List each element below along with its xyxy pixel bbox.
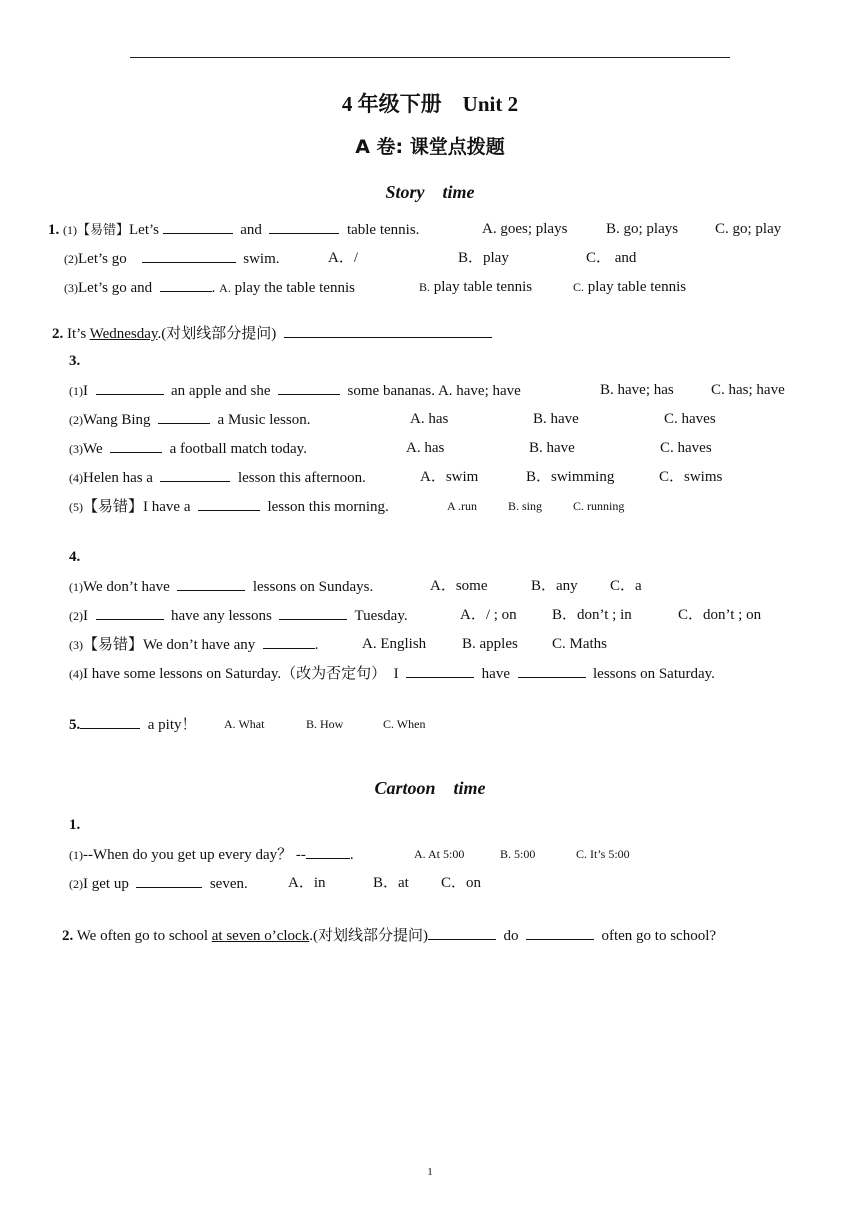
answer-blank[interactable] (263, 634, 315, 649)
option-a: A. goes; plays (482, 221, 568, 237)
question-number: 3. (69, 353, 81, 369)
option-c: C．swims (659, 469, 723, 485)
answer-blank[interactable] (80, 714, 140, 729)
question-number: 4. (69, 549, 81, 565)
question-4-item-1: (1)We don’t have lessons on Sundays. (69, 576, 373, 597)
answer-blank[interactable] (177, 576, 245, 591)
question-1-line-1: 1. (1)【易错】Let’s and table tennis. (48, 219, 419, 240)
answer-blank[interactable] (279, 605, 347, 620)
option-b: B. play table tennis (419, 279, 533, 295)
option-b: B. How (306, 717, 344, 731)
question-4-item-2: (2)I have any lessons Tuesday. (69, 605, 408, 626)
question-3-item-2: (2)Wang Bing a Music lesson. (69, 409, 310, 430)
section-heading-cartoon-time: Cartoon time (374, 778, 486, 798)
answer-blank[interactable] (158, 409, 210, 424)
option-b: B. apples (462, 636, 518, 652)
question-4-item-4: (4)I have some lessons on Saturday.（改为否定句） I have lessons on Saturday. (69, 663, 715, 684)
option-c: C. It’s 5:00 (576, 847, 630, 861)
answer-blank[interactable] (306, 844, 350, 859)
option-c: C. When (383, 717, 426, 731)
option-a: A. At 5:00 (414, 847, 465, 861)
answer-blank[interactable] (96, 605, 164, 620)
option-a: A．/ ; on (460, 607, 517, 623)
option-a: A．/ (328, 250, 359, 266)
section-heading-story-time: Story time (385, 182, 475, 202)
option-c: C. haves (664, 411, 716, 427)
tricky-tag: 【易错】 (83, 637, 144, 653)
option-c: C．a (610, 578, 642, 594)
page-title: 4 年级下册 Unit 2 (341, 92, 519, 116)
item-number: (2) (64, 252, 78, 266)
answer-blank[interactable] (278, 380, 340, 395)
option-c: C. has; have (711, 382, 785, 398)
answer-blank[interactable] (160, 277, 212, 292)
option-b: B．at (373, 875, 409, 891)
question-3-item-3: (3)We a football match today. (69, 438, 307, 459)
answer-blank[interactable] (142, 248, 236, 263)
answer-blank[interactable] (428, 925, 496, 940)
option-b: B. have (529, 440, 575, 456)
answer-blank[interactable] (269, 219, 339, 234)
question-1-line-3: (3)Let’s go and . A. play the table tennis (64, 277, 355, 298)
cartoon-question-2: 2. We often go to school at seven o’clock.(对划线部分提问) do often go to school? (62, 925, 716, 946)
answer-blank[interactable] (136, 873, 202, 888)
answer-blank[interactable] (110, 438, 162, 453)
top-rule (130, 57, 730, 58)
question-3-item-5: (5)【易错】I have a lesson this morning. (69, 496, 389, 517)
answer-blank[interactable] (198, 496, 260, 511)
option-a: A．in (288, 875, 326, 891)
option-c: C. Maths (552, 636, 608, 652)
question-number: 1. (48, 222, 60, 238)
option-b: B. go; plays (606, 221, 679, 237)
underlined-part: Wednesday (89, 326, 158, 342)
question-number: 2. (62, 928, 74, 944)
answer-blank[interactable] (284, 323, 492, 338)
option-b: B. sing (508, 499, 543, 513)
option-b: B. have (533, 411, 579, 427)
option-a: A．swim (420, 469, 479, 485)
question-number: 2. (52, 326, 64, 342)
option-a: A. What (224, 717, 265, 731)
page-number: 1 (427, 1166, 433, 1178)
option-c: C．on (441, 875, 482, 891)
cartoon-question-1-item-2: (2)I get up seven. (69, 873, 248, 894)
option-a: A. has (410, 411, 449, 427)
option-c: C. go; play (715, 221, 782, 237)
page-subtitle: A 卷: 课堂点拨题 (355, 136, 505, 158)
answer-blank[interactable] (160, 467, 230, 482)
question-2: 2. It’s Wednesday.(对划线部分提问) (52, 323, 492, 344)
tricky-tag: 【易错】 (77, 222, 130, 237)
underlined-part: at seven o’clock (211, 928, 310, 944)
option-c: C. running (573, 499, 625, 513)
question-3-item-1: (1)I an apple and she some bananas. A. have; have (69, 380, 521, 401)
answer-blank[interactable] (163, 219, 233, 234)
tricky-tag: 【易错】 (83, 499, 144, 515)
question-1-line-2: (2)Let’s go swim. (64, 248, 280, 269)
option-a: A．some (430, 578, 488, 594)
answer-blank[interactable] (526, 925, 594, 940)
answer-blank[interactable] (406, 663, 474, 678)
option-b: B. have; has (600, 382, 674, 398)
option-a: A. English (362, 636, 427, 652)
option-b: B．don’t ; in (552, 607, 632, 623)
item-number: (3) (64, 281, 78, 295)
option-c: C． and (586, 250, 637, 266)
option-c: C. play table tennis (573, 279, 687, 295)
question-4-item-3: (3)【易错】We don’t have any . (69, 634, 319, 655)
option-b: B．swimming (526, 469, 615, 485)
cartoon-question-1-item-1: (1)--When do you get up every day？ -- . (69, 844, 354, 865)
answer-blank[interactable] (518, 663, 586, 678)
item-number: (1) (63, 223, 77, 237)
option-a: A. has (406, 440, 445, 456)
question-number: 5. (69, 717, 81, 733)
option-c: C．don’t ; on (678, 607, 762, 623)
option-c: C. haves (660, 440, 712, 456)
question-5: 5. a pity！ (69, 714, 197, 735)
option-b: B．any (531, 578, 578, 594)
question-number: 1. (69, 817, 81, 833)
option-a: A .run (447, 499, 477, 513)
answer-blank[interactable] (96, 380, 164, 395)
question-3-item-4: (4)Helen has a lesson this afternoon. (69, 467, 366, 488)
option-b: B. 5:00 (500, 847, 536, 861)
option-b: B．play (458, 250, 509, 266)
